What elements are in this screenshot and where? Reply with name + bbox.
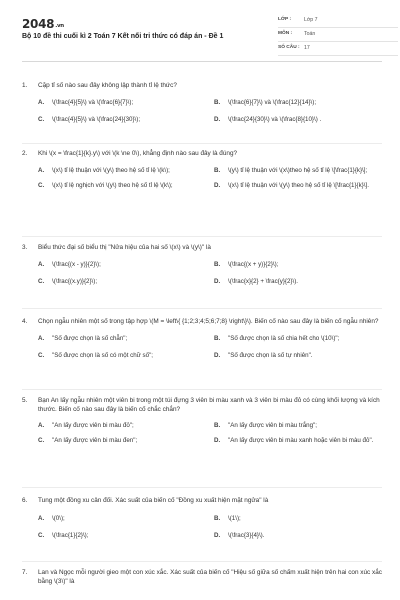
option-text: "Số được chọn là số chẵn"; — [52, 334, 128, 342]
option-text: \(0\); — [52, 514, 65, 522]
question-2 — [22, 150, 382, 190]
option-c[interactable] — [38, 532, 206, 540]
option-text: \(\frac{4}{5}\) và \(\frac{24}{30}\); — [52, 116, 141, 123]
options — [38, 515, 382, 541]
option-a[interactable] — [38, 422, 206, 430]
option-d[interactable] — [214, 437, 382, 445]
option-letter: B. — [214, 98, 221, 106]
question-number: 6. — [22, 497, 28, 504]
option-a[interactable] — [38, 335, 206, 343]
question-stem — [22, 397, 382, 414]
option-letter: A. — [38, 334, 45, 342]
options — [38, 261, 382, 287]
option-b[interactable] — [214, 167, 382, 175]
question-divider — [22, 308, 382, 309]
option-text: \(\frac{(x + y)}{2}\); — [228, 260, 279, 268]
document-header — [22, 0, 382, 62]
option-text: "An lấy được viên bi màu xanh hoặc viên bi màu đỏ". — [228, 436, 374, 444]
question-text: Lan và Ngọc mỗi người gieo một con xúc xắc. Xác suất của biến cố "Hiệu số giữa số chấm xuất hiện trên hai con xúc xắc bằng \(3\)" là — [38, 569, 382, 585]
option-a[interactable] — [38, 261, 206, 269]
option-letter: C. — [38, 436, 45, 444]
option-letter: D. — [214, 278, 221, 285]
option-letter: D. — [214, 182, 221, 189]
question-divider — [22, 389, 382, 390]
question-divider — [22, 236, 382, 237]
option-text: \(x\) tỉ lệ thuận với \(y\) theo hệ số tỉ lệ \[\frac{1}{k}\]. — [228, 182, 369, 189]
option-b[interactable] — [214, 422, 382, 430]
question-text: Cặp tỉ số nào sau đây không lập thành tỉ lệ thức? — [38, 82, 177, 89]
option-letter: D. — [214, 436, 221, 444]
question-stem — [22, 82, 382, 91]
option-letter: C. — [38, 532, 45, 539]
option-text: \(y\) tỉ lệ thuận với \(x\)theo hệ số tỉ lệ \[\frac{1}{k}\]; — [228, 166, 368, 174]
option-c[interactable] — [38, 278, 206, 286]
option-b[interactable] — [214, 99, 382, 107]
option-letter: C. — [38, 352, 45, 359]
option-text: \(\frac{1}{2}\); — [52, 532, 89, 539]
option-b[interactable] — [214, 335, 382, 343]
meta-label: SỐ CÂU : — [278, 45, 300, 51]
question-stem — [22, 318, 382, 327]
question-text: Chọn ngẫu nhiên một số trong tập hợp \(M = \left\{ {1;2;3;4;5;6;7;8} \right\}\). Biến cố nào sau đây là biến cố ngẫu nhiên? — [38, 318, 379, 325]
question-divider — [22, 143, 382, 144]
meta-label: LỚP : — [278, 17, 292, 23]
option-text: \(\frac{3}{4}\). — [228, 532, 265, 539]
question-number: 4. — [22, 318, 28, 325]
option-d[interactable] — [214, 182, 382, 190]
option-d[interactable] — [214, 532, 382, 540]
option-letter: A. — [38, 166, 45, 174]
option-letter: A. — [38, 98, 45, 106]
option-a[interactable] — [38, 99, 206, 107]
logo-suffix: .vn — [55, 23, 64, 29]
option-letter: D. — [214, 352, 221, 359]
question-4 — [22, 318, 382, 360]
question-7 — [22, 569, 382, 586]
question-number: 7. — [22, 569, 28, 576]
question-text: Tung một đồng xu cân đối. Xác suất của biến cố "Đồng xu xuất hiện mặt ngửa" là — [38, 497, 269, 504]
option-d[interactable] — [214, 278, 382, 286]
option-text: "Số được chọn là số tự nhiên". — [228, 352, 313, 359]
option-c[interactable] — [38, 116, 206, 124]
options — [38, 167, 382, 191]
options — [38, 422, 382, 445]
meta-row-subject — [278, 28, 398, 42]
option-letter: C. — [38, 278, 45, 285]
option-b[interactable] — [214, 515, 382, 523]
option-d[interactable] — [214, 352, 382, 360]
option-c[interactable] — [38, 182, 206, 190]
option-text: "An lấy được viên bi màu đỏ"; — [52, 422, 134, 430]
option-text: "Số được chọn là số chia hết cho \(10\)"; — [228, 334, 340, 342]
question-divider — [22, 487, 382, 488]
meta-value: Toán — [304, 30, 316, 37]
option-d[interactable] — [214, 116, 382, 124]
option-letter: A. — [38, 422, 45, 430]
option-c[interactable] — [38, 352, 206, 360]
question-6 — [22, 497, 382, 540]
question-stem — [22, 244, 382, 253]
option-letter: B. — [214, 422, 221, 430]
option-text: "Số được chọn là số có một chữ số"; — [52, 352, 153, 359]
question-divider — [22, 561, 382, 562]
option-letter: A. — [38, 514, 45, 522]
option-text: \(\frac{4}{5}\) và \(\frac{6}{7}\); — [52, 98, 134, 106]
question-1 — [22, 82, 382, 124]
question-text: Khi \(x = \frac{1}{k}.y\) với \(k \ne 0\), khẳng định nào sau đây là đúng? — [38, 150, 238, 157]
meta-row-class — [278, 14, 398, 28]
question-number: 3. — [22, 244, 28, 251]
document-title: Bộ 10 đề thi cuối kì 2 Toán 7 Kết nối tri thức có đáp án - Đề 1 — [22, 33, 224, 40]
option-letter: C. — [38, 182, 45, 189]
option-a[interactable] — [38, 515, 206, 523]
option-letter: B. — [214, 334, 221, 342]
option-letter: D. — [214, 532, 221, 539]
question-5 — [22, 397, 382, 445]
option-text: \(1\); — [228, 514, 241, 522]
meta-row-count — [278, 42, 398, 56]
meta-value: Lớp 7 — [304, 16, 318, 23]
question-stem — [22, 497, 382, 506]
option-text: "An lấy được viên bi màu đen"; — [52, 436, 138, 444]
option-letter: B. — [214, 166, 221, 174]
question-stem — [22, 569, 382, 586]
question-text: Biểu thức đại số biểu thị "Nửa hiệu của hai số \(x\) và \(y\)" là — [38, 244, 211, 251]
option-letter: D. — [214, 116, 221, 123]
option-text: \(x\) tỉ lệ nghịch với \(y\) theo hệ số tỉ lệ \(k\); — [52, 182, 173, 189]
logo-main: 2048 — [22, 17, 55, 31]
option-text: \(\frac{x}{2} + \frac{y}{2}\). — [228, 278, 298, 285]
question-text: Bạn An lấy ngẫu nhiên một viên bi trong một túi đựng 3 viên bi màu xanh và 3 viên bi màu đỏ có cùng khối lượng và kích thước. Biến cố nào sau đây là biến cố chắc chắn? — [38, 397, 380, 413]
option-text: \(\frac{(x.y)}{2}\); — [52, 278, 98, 285]
option-letter: B. — [214, 514, 221, 522]
meta-value: 17 — [304, 44, 310, 51]
option-c[interactable] — [38, 437, 206, 445]
question-number: 1. — [22, 82, 28, 89]
question-stem — [22, 150, 382, 159]
option-text: "An lấy được viên bi màu trắng"; — [228, 422, 317, 430]
options — [38, 99, 382, 125]
site-logo[interactable] — [22, 16, 64, 32]
meta-label: MÔN : — [278, 31, 293, 37]
option-letter: C. — [38, 116, 45, 123]
question-number: 2. — [22, 150, 28, 157]
option-text: \(x\) tỉ lệ thuận với \(y\) theo hệ số tỉ lệ \(k\); — [52, 166, 170, 174]
option-text: \(\frac{(x - y)}{2}\); — [52, 260, 101, 268]
option-letter: A. — [38, 260, 45, 268]
option-letter: B. — [214, 260, 221, 268]
option-text: \(\frac{24}{30}\) và \(\frac{8}{10}\) . — [228, 116, 322, 123]
question-number: 5. — [22, 397, 28, 404]
option-a[interactable] — [38, 167, 206, 175]
option-text: \(\frac{6}{7}\) và \(\frac{12}{14}\); — [228, 98, 317, 106]
option-b[interactable] — [214, 261, 382, 269]
document-meta — [278, 14, 398, 56]
question-3 — [22, 244, 382, 286]
options — [38, 335, 382, 361]
